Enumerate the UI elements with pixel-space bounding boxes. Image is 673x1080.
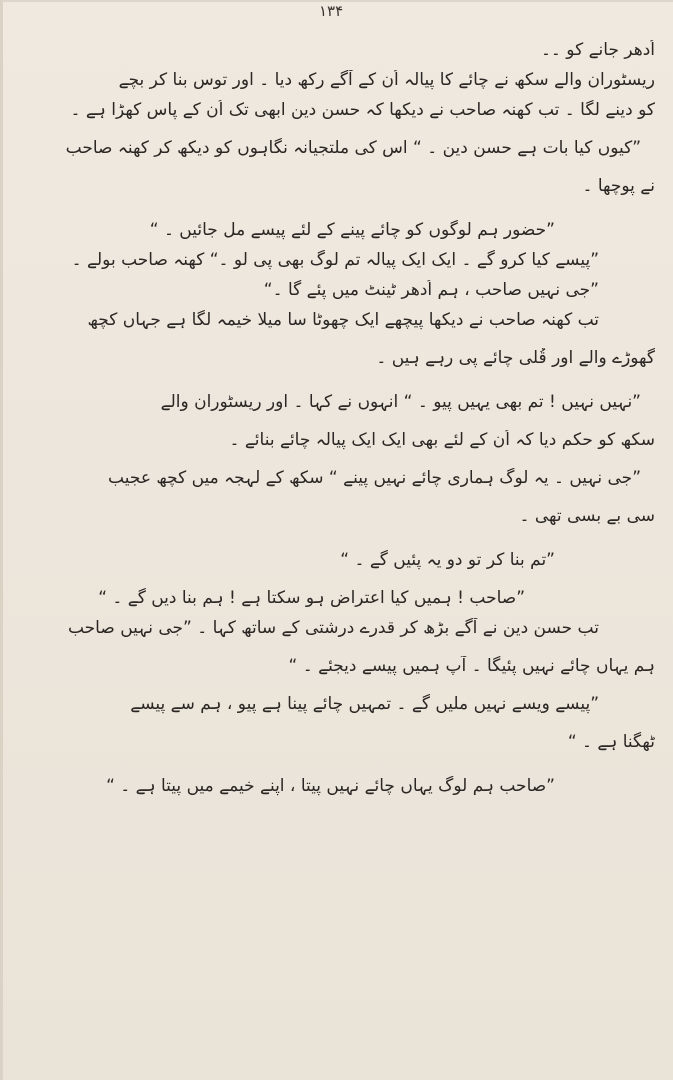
text-line: سکھ کو حکم دیا کہ اُن کے لئے بھی ایک ایک پیالہ چائے بنائے ۔	[229, 430, 655, 450]
paragraph	[25, 550, 655, 570]
text-line: ہم یہاں چائے نہیں پئیگا ۔ آپ ہمیں پیسے دیجئے ۔ “	[288, 656, 655, 676]
paragraph	[25, 694, 655, 752]
text-line: نے پوچھا ۔	[582, 176, 655, 196]
text-line: ”کیوں کیا بات ہے حسن دین ۔ “ اس کی ملتجیانہ نگاہوں کو دیکھ کر کھنہ صاحب	[65, 138, 641, 158]
text-line: ”صاحب ہم لوگ یہاں چائے نہیں پیتا ، اپنے خیمے میں پیتا ہے ۔ “	[106, 776, 555, 796]
text-line: ”پیسے کیا کرو گے ۔ ایک ایک پیالہ تم لوگ بھی پی لو ۔“ کھنہ صاحب بولے ۔	[71, 250, 599, 270]
paragraph	[25, 310, 655, 368]
paragraph	[25, 392, 655, 450]
text-line: ”نہیں نہیں ! تم بھی یہیں پیو ۔ “ انہوں نے کہا ۔ اور ریسٹوران والے	[160, 392, 641, 412]
text-line: ”صاحب ! ہمیں کیا اعتراض ہو سکتا ہے ! ہم بنا دیں گے ۔ “	[98, 588, 525, 608]
paragraph	[25, 40, 655, 60]
text-line: تب کھنہ صاحب نے دیکھا پیچھے ایک چھوٹا سا میلا خیمہ لگا ہے جہاں کچھ	[87, 310, 599, 330]
page-number: ۱۳۴	[319, 2, 344, 20]
paragraph	[25, 220, 655, 240]
text-line: اُدھر جانے کو ۔۔	[540, 40, 655, 60]
paragraph	[25, 588, 655, 608]
page-body	[25, 40, 655, 796]
text-line: ٹھگنا ہے ۔ “	[567, 732, 655, 752]
text-line: ریسٹوران والے سکھ نے چائے کا پیالہ اُن کے آگے رکھ دیا ۔ اور توس بنا کر بچے	[118, 70, 655, 90]
text-line: سی بے بسی تھی ۔	[519, 506, 655, 526]
text-line: گھوڑے والے اور قُلی چائے پی رہے ہیں ۔	[376, 348, 655, 368]
paragraph	[25, 70, 655, 120]
text-line: ”جی نہیں ۔ یہ لوگ ہماری چائے نہیں پینے “ سکھ کے لہجہ میں کچھ عجیب	[108, 468, 641, 488]
text-line: کو دینے لگا ۔ تب کھنہ صاحب نے دیکھا کہ حسن دین ابھی تک اُن کے پاس کھڑا ہے ۔	[70, 100, 655, 120]
paragraph	[25, 250, 655, 270]
paragraph	[25, 138, 655, 196]
text-line: ”تم بنا کر تو دو یہ پئیں گے ۔ “	[340, 550, 555, 570]
text-line: تب حسن دین نے آگے بڑھ کر قدرے درشتی کے ساتھ کہا ۔ ”جی نہیں صاحب	[67, 618, 599, 638]
text-line: ”حضور ہم لوگوں کو چائے پینے کے لئے پیسے مل جائیں ۔ “	[149, 220, 555, 240]
paragraph	[25, 280, 655, 300]
paragraph	[25, 618, 655, 676]
text-line: ”پیسے ویسے نہیں ملیں گے ۔ تمہیں چائے پینا ہے پیو ، ہم سے پیسے	[130, 694, 599, 714]
paragraph	[25, 776, 655, 796]
paragraph	[25, 468, 655, 526]
text-line: ”جی نہیں صاحب ، ہم اُدھر ٹینٹ میں پئے گا ۔“	[263, 280, 599, 300]
